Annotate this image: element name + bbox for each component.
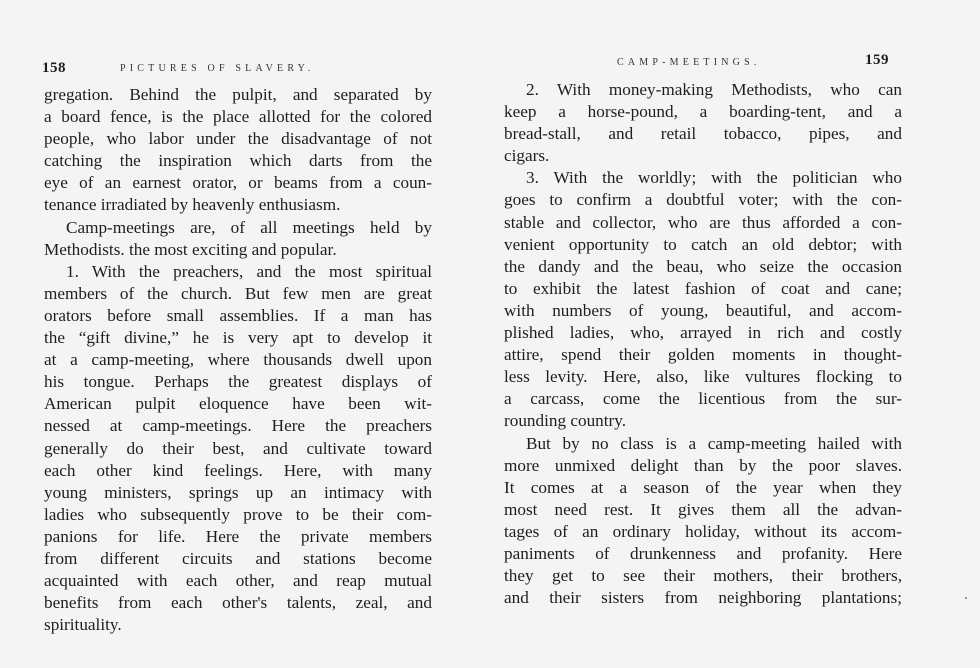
text-line: tages of an ordinary holiday, without its accom- bbox=[504, 521, 902, 541]
text-line: Camp-meetings are, of all meetings held by bbox=[66, 217, 432, 237]
text-line: 2. With money-making Methodists, who can bbox=[526, 80, 902, 99]
body-text bbox=[504, 79, 902, 609]
text-line: the dandy and the beau, who seize the occasion bbox=[504, 256, 902, 276]
running-head: PICTURES OF SLAVERY. bbox=[120, 63, 315, 74]
text-line: panions for life. Here the private members bbox=[44, 526, 432, 546]
text-line: rounding country. bbox=[504, 411, 627, 431]
text-line: from different circuits and stations become bbox=[44, 548, 432, 568]
text-line: cigars. bbox=[504, 146, 550, 166]
text-line: eye of an earnest orator, or beams from a coun- bbox=[44, 173, 432, 193]
text-line: acquainted with each other, and reap mutual bbox=[44, 571, 432, 591]
text-line: nessed at camp-meetings. Here the preachers bbox=[44, 416, 432, 436]
text-line: they get to see their mothers, their brothers, bbox=[504, 566, 902, 586]
text-line: young ministers, springs up an intimacy with bbox=[44, 482, 432, 502]
text-line: paniments of drunkenness and profanity. Here bbox=[504, 543, 902, 563]
text-line: keep a horse-pound, a boarding-tent, and a bbox=[504, 102, 902, 122]
text-line: to exhibit the latest fashion of coat and cane; bbox=[504, 278, 902, 298]
text-line: people, who labor under the disadvantage of not bbox=[44, 129, 432, 149]
text-line: catching the inspiration which darts from the bbox=[44, 151, 432, 171]
text-line: with numbers of young, beautiful, and accom- bbox=[504, 300, 902, 320]
scan-speck bbox=[965, 597, 967, 599]
text-line: each other kind feelings. Here, with many bbox=[44, 460, 432, 480]
text-line: his tongue. Perhaps the greatest displays of bbox=[44, 372, 432, 392]
running-head: CAMP-MEETINGS. bbox=[617, 57, 761, 68]
text-line: 3. With the worldly; with the politician who bbox=[526, 168, 902, 188]
text-line: benefits from each other's talents, zeal, and bbox=[44, 593, 432, 613]
text-line: 1. With the preachers, and the most spiritual bbox=[66, 261, 432, 281]
text-line: Methodists. the most exciting and popular. bbox=[44, 239, 337, 259]
text-line: at a camp-meeting, where thousands dwell upon bbox=[44, 350, 432, 370]
text-line: gregation. Behind the pulpit, and separated by bbox=[44, 85, 432, 104]
body-text bbox=[44, 84, 432, 636]
text-line: orators before small assemblies. If a man has bbox=[44, 305, 432, 325]
page-number: 159 bbox=[865, 52, 889, 68]
text-line: a carcass, come the licentious from the sur- bbox=[504, 389, 902, 409]
right-page bbox=[490, 0, 980, 668]
text-line: plished ladies, who, arrayed in rich and costly bbox=[504, 323, 902, 343]
text-line: spirituality. bbox=[44, 615, 122, 635]
text-line: most need rest. It gives them all the advan- bbox=[504, 499, 902, 519]
text-line: American pulpit eloquence have been wit- bbox=[44, 394, 432, 414]
text-line: stable and collector, who are thus afforded a con- bbox=[504, 212, 902, 232]
page-number: 158 bbox=[42, 60, 66, 76]
text-line: tenance irradiated by heavenly enthusiasm. bbox=[44, 195, 341, 215]
text-line: and their sisters from neighboring plantations; bbox=[504, 588, 902, 608]
text-line: attire, spend their golden moments in thought- bbox=[504, 345, 902, 365]
text-line: It comes at a season of the year when they bbox=[504, 477, 902, 497]
text-line: members of the church. But few men are great bbox=[44, 283, 432, 303]
text-line: But by no class is a camp-meeting hailed with bbox=[526, 433, 902, 453]
text-line: more unmixed delight than by the poor slaves. bbox=[504, 455, 902, 475]
text-line: a board fence, is the place allotted for the colored bbox=[44, 107, 432, 127]
text-line: less levity. Here, also, like vultures flocking to bbox=[504, 367, 902, 387]
text-line: generally do their best, and cultivate toward bbox=[44, 438, 432, 458]
text-line: ladies who subsequently prove to be their com- bbox=[44, 504, 432, 524]
text-line: goes to confirm a doubtful voter; with the con- bbox=[504, 190, 902, 210]
text-line: venient opportunity to catch an old debtor; with bbox=[504, 234, 902, 254]
text-line: bread-stall, and retail tobacco, pipes, and bbox=[504, 124, 902, 144]
text-line: the “gift divine,” he is very apt to develop it bbox=[44, 328, 432, 348]
